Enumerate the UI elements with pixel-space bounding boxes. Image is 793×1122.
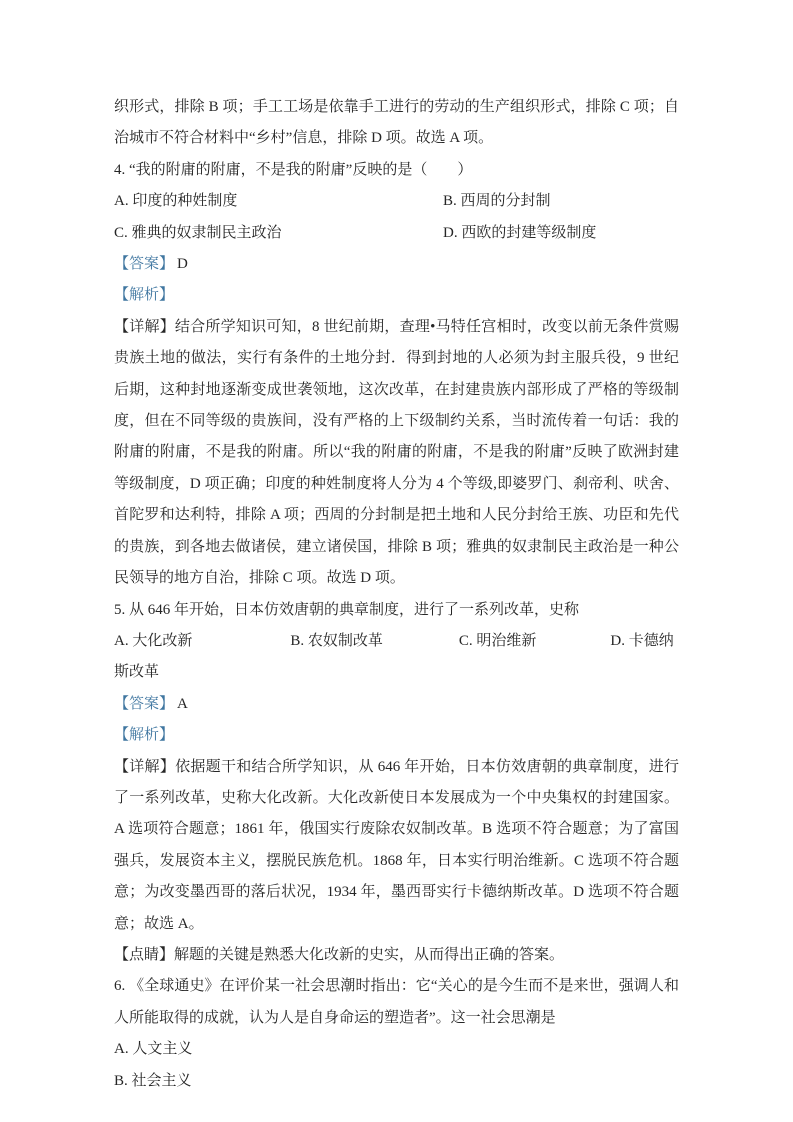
q4-stem: 4. “我的附庸的附庸，不是我的附庸”反映的是（ ） (114, 161, 473, 178)
q5-option-b: B. 农奴制改革 (290, 632, 383, 649)
q4-detail-paragraph: 【详解】结合所学知识可知，8 世纪前期，查理•马特任宫相时，改变以前无条件赏赐贵族土地的做法，实行有条件的土地分封．得到封地的人必须为封主服兵役，9 世纪后期，这种封地逐渐变成世袭领地，这次改革，在封建贵族内部形成了严格的等级制度，但在不同等级的贵族间，没有严格的上下级制约关系，当时流传着一句话：我的附庸的附庸，不是我的附庸。所以“我的附庸的附庸，不是我的附庸”反映了欧洲封建等级制度，D 项正确；印度的种姓制度将人分为 4 个等级,即婆罗门、刹帝利、吠舍、首陀罗和达利特，排除 A 项；西周的分封制是把土地和人民分封给王族、功臣和先代的贵族，到各地去做诸侯，建立诸侯国，排除 B 项；雅典的奴隶制民主政治是一种公民领导的地方自治，排除 C 项。故选 D 项。 (114, 318, 679, 587)
q6-option-b: B. 社会主义 (114, 1072, 192, 1089)
q4-option-c: C. 雅典的奴隶制民主政治 (114, 224, 282, 241)
q5-stem: 5. 从 646 年开始，日本仿效唐朝的典章制度，进行了一系列改革，史称 (114, 601, 580, 618)
q4-analysis-label: 【解析】 (114, 287, 175, 304)
q5-answer-label: 【答案】 (114, 695, 175, 712)
tab-spacer (536, 644, 610, 645)
carryover-paragraph: 织形式，排除 B 项；手工工场是依靠手工进行的劳动的生产组织形式，排除 C 项；自治城市不符合材料中“乡村”信息，排除 D 项。故选 A 项。 (114, 99, 679, 147)
document-content (114, 92, 679, 1097)
q4-answer-value: D (177, 256, 188, 273)
q5-answer-value: A (177, 695, 188, 712)
q5-tip-paragraph: 【点睛】解题的关键是熟悉大化改新的史实，从而得出正确的答案。 (114, 946, 565, 963)
q4-option-a: A. 印度的种姓制度 (114, 193, 238, 210)
q5-analysis-label: 【解析】 (114, 727, 175, 744)
q4-answer-label: 【答案】 (114, 256, 175, 273)
q5-detail-paragraph: 【详解】依据题干和结合所学知识，从 646 年开始，日本仿效唐朝的典章制度，进行了一系列改革，史称大化改新。大化改新使日本发展成为一个中央集权的封建国家。A 选项符合题意；1861 年，俄国实行废除农奴制改革。B 选项不符合题意；为了富国强兵，发展资本主义，摆脱民族危机。1868 年，日本实行明治维新。C 选项不符合题意；为改变墨西哥的落后状况，1934 年，墨西哥实行卡德纳斯改革。D 选项不符合题意；故选 A。 (114, 758, 679, 932)
q6-option-a: A. 人文主义 (114, 1041, 193, 1058)
q5-answer-line (114, 689, 679, 720)
q5-options-row (114, 626, 679, 689)
tab-spacer (192, 644, 290, 645)
q6-stem: 6. 《全球通史》在评价某一社会思潮时指出：它“关心的是今生而不是来世，强调人和人所能取得的成就，认为人是自身命运的塑造者”。这一社会思潮是 (114, 978, 679, 1026)
q5-option-a: A. 大化改新 (114, 632, 193, 649)
q4-option-b: B. 西周的分封制 (443, 193, 551, 210)
tab-spacer (383, 644, 459, 645)
q4-options-row-2 (114, 218, 679, 249)
q4-option-d: D. 西欧的封建等级制度 (443, 224, 597, 241)
q4-answer-line (114, 249, 679, 280)
q5-option-c: C. 明治维新 (458, 632, 537, 649)
q4-options-row-1 (114, 186, 679, 217)
q5-option-d: D. 卡德纳斯改革 (114, 632, 674, 681)
